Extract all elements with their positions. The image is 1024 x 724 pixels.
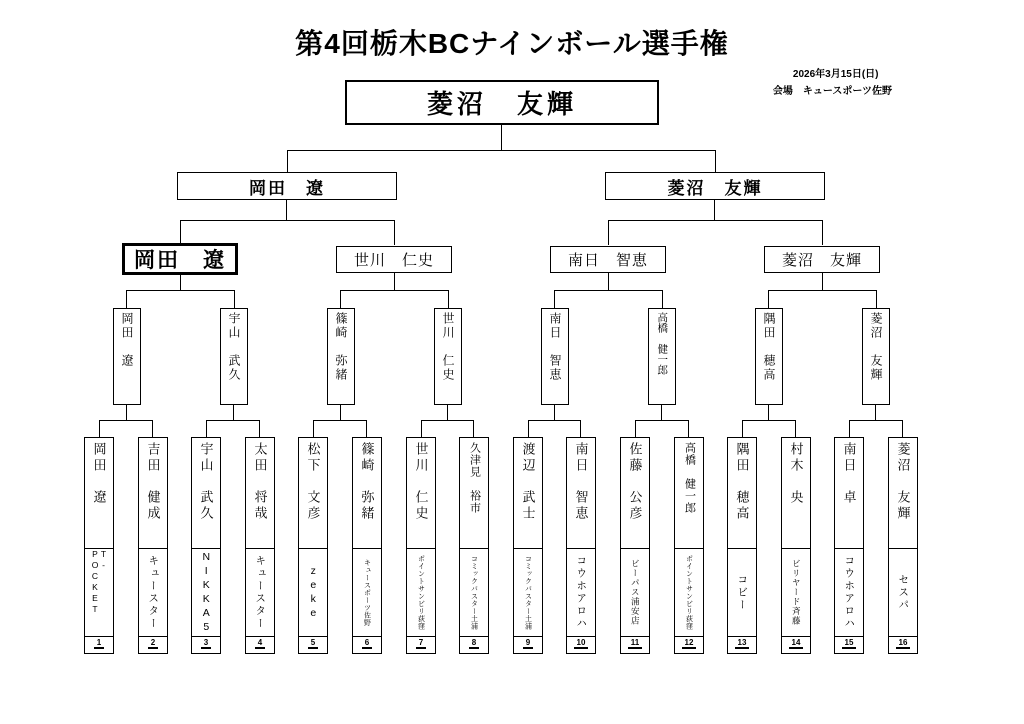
player-affiliation: ビリヤード斉藤: [791, 559, 802, 626]
player-seed-box: [353, 637, 381, 653]
player-affiliation: コウホアロハ: [843, 555, 856, 630]
player-name: 世川 仁史: [413, 442, 429, 522]
player-affiliation: セスパ: [897, 573, 910, 612]
player-seed-box: [567, 637, 595, 653]
connector-line: [608, 220, 823, 245]
player-column-1: [84, 437, 114, 654]
player-column-9: [513, 437, 543, 654]
connector-line: [635, 420, 689, 437]
player-affiliation-box: [407, 549, 435, 637]
player-affiliation-box: [514, 549, 542, 637]
player-seed-box: [889, 637, 917, 653]
player-affiliation-box: [889, 549, 917, 637]
quarterfinalist-box-6: [648, 308, 676, 405]
player-seed: 2: [148, 638, 158, 649]
player-column-12: [674, 437, 704, 654]
quarterfinalist-box-4: [434, 308, 462, 405]
player-name-box: [353, 438, 381, 549]
connector-line: [180, 274, 181, 290]
player-column-4: [245, 437, 275, 654]
player-name-box: [889, 438, 917, 549]
connector-line: [554, 290, 663, 308]
player-name: 篠崎 弥緒: [359, 442, 375, 522]
connector-line: [661, 405, 662, 420]
player-affiliation: T-POCKET: [90, 549, 109, 615]
player-name: 岡田 遼: [91, 442, 107, 506]
player-name: 渡辺 武士: [520, 442, 536, 522]
player-seed: 1: [94, 638, 104, 649]
player-name: 菱沼 友輝: [895, 442, 911, 522]
connector-line: [714, 200, 715, 220]
player-seed: 15: [842, 638, 857, 649]
player-affiliation: キュースター: [254, 555, 267, 630]
player-affiliation: コミックバスター土浦: [524, 555, 532, 630]
semifinalist-box-3: 南日 智恵: [550, 246, 666, 273]
connector-line: [126, 405, 127, 420]
player-seed-box: [728, 637, 756, 653]
player-column-2: [138, 437, 168, 654]
player-column-5: [298, 437, 328, 654]
connector-line: [608, 272, 609, 290]
player-column-11: [620, 437, 650, 654]
player-seed-box: [407, 637, 435, 653]
player-affiliation-box: [728, 549, 756, 637]
player-seed-box: [835, 637, 863, 653]
player-affiliation-box: [460, 549, 488, 637]
connector-line: [501, 125, 502, 150]
player-affiliation: zeke: [307, 564, 320, 621]
player-name-box: [675, 438, 703, 549]
player-affiliation: コビー: [736, 573, 749, 612]
player-name-box: [460, 438, 488, 549]
player-affiliation: コミックバスター土浦: [470, 555, 478, 630]
player-column-8: [459, 437, 489, 654]
player-seed: 16: [896, 638, 911, 649]
player-name-box: [728, 438, 756, 549]
player-seed-box: [299, 637, 327, 653]
player-affiliation: キュースター: [147, 555, 160, 630]
player-affiliation-box: [139, 549, 167, 637]
connector-line: [126, 290, 235, 308]
player-affiliation: ポイントサンビリ荻窪: [417, 555, 425, 630]
quarterfinalist-name: 篠崎 弥緒: [334, 312, 348, 382]
player-seed: 7: [416, 638, 426, 649]
player-seed-box: [246, 637, 274, 653]
player-name-box: [407, 438, 435, 549]
player-name: 吉田 健成: [145, 442, 161, 522]
player-seed-box: [514, 637, 542, 653]
player-seed-box: [782, 637, 810, 653]
connector-line: [768, 405, 769, 420]
quarterfinalist-name: 岡田 遼: [120, 312, 134, 368]
player-affiliation: キュースポーツ佐野: [363, 558, 371, 627]
player-seed: 11: [628, 638, 642, 649]
player-column-15: [834, 437, 864, 654]
finalist-left-box: 岡田 遼: [177, 172, 397, 200]
player-column-3: [191, 437, 221, 654]
player-seed: 14: [789, 638, 804, 649]
player-name: 松下 文彦: [305, 442, 321, 522]
player-column-10: [566, 437, 596, 654]
player-seed-box: [675, 637, 703, 653]
connector-line: [286, 200, 287, 220]
player-name: 隅田 穂高: [734, 442, 750, 522]
player-seed-box: [460, 637, 488, 653]
player-seed-box: [192, 637, 220, 653]
connector-line: [180, 220, 395, 245]
connector-line: [421, 420, 474, 437]
player-column-13: [727, 437, 757, 654]
player-affiliation: ポイントサンビリ荻窪: [685, 555, 693, 630]
player-name: 宇山 武久: [198, 442, 214, 522]
player-seed: 3: [201, 638, 211, 649]
connector-line: [99, 420, 153, 437]
quarterfinalist-box-2: [220, 308, 248, 405]
player-name-box: [567, 438, 595, 549]
player-seed: 8: [469, 638, 479, 649]
player-seed: 9: [523, 638, 533, 649]
player-affiliation: ビーパス浦安店: [630, 559, 641, 626]
quarterfinalist-box-1: [113, 308, 141, 405]
quarterfinalist-box-7: [755, 308, 783, 405]
player-name-box: [246, 438, 274, 549]
connector-line: [340, 290, 449, 308]
connector-line: [849, 420, 903, 437]
player-seed: 4: [255, 638, 265, 649]
connector-line: [447, 405, 448, 420]
player-column-16: [888, 437, 918, 654]
quarterfinalist-name: 宇山 武久: [227, 312, 241, 382]
player-name-box: [299, 438, 327, 549]
quarterfinalist-name: 世川 仁史: [441, 312, 455, 382]
player-seed: 6: [362, 638, 372, 649]
champion-box: 菱沼 友輝: [345, 80, 659, 125]
connector-line: [528, 420, 581, 437]
player-name-box: [621, 438, 649, 549]
quarterfinalist-box-8: [862, 308, 890, 405]
page-title: 第4回栃木BCナインボール選手権: [295, 28, 729, 59]
player-name: 佐藤 公彦: [627, 442, 643, 522]
quarterfinalist-box-3: [327, 308, 355, 405]
quarterfinalist-name: 菱沼 友輝: [869, 312, 883, 382]
player-affiliation-box: [782, 549, 810, 637]
quarterfinalist-box-5: [541, 308, 569, 405]
player-name: 高橋 健一郎: [683, 442, 696, 514]
quarterfinalist-name: 隅田 穂高: [762, 312, 776, 382]
connector-line: [875, 405, 876, 420]
player-affiliation-box: [567, 549, 595, 637]
connector-line: [287, 150, 716, 172]
player-seed: 12: [682, 638, 697, 649]
player-name-box: [139, 438, 167, 549]
quarterfinalist-name: 高橋 健一郎: [656, 312, 669, 375]
player-name: 久津見 裕市: [468, 442, 481, 514]
connector-line: [340, 405, 341, 420]
semifinalist-box-4: 菱沼 友輝: [764, 246, 880, 273]
player-name-box: [782, 438, 810, 549]
player-affiliation-box: [299, 549, 327, 637]
quarterfinalist-name: 南日 智恵: [548, 312, 562, 382]
player-affiliation: コウホアロハ: [575, 555, 588, 630]
event-venue: 会場 キュースポーツ佐野: [772, 86, 892, 97]
player-seed-box: [621, 637, 649, 653]
player-name-box: [192, 438, 220, 549]
semifinalist-box-2: 世川 仁史: [336, 246, 452, 273]
player-name: 南日 智恵: [573, 442, 589, 522]
player-name-box: [835, 438, 863, 549]
player-column-14: [781, 437, 811, 654]
connector-line: [822, 272, 823, 290]
connector-line: [313, 420, 367, 437]
player-seed: 10: [574, 638, 589, 649]
player-column-7: [406, 437, 436, 654]
connector-line: [394, 272, 395, 290]
player-affiliation-box: [621, 549, 649, 637]
player-name: 村木 央: [788, 442, 804, 506]
event-info: [773, 66, 892, 100]
player-seed-box: [85, 637, 113, 653]
connector-line: [768, 290, 877, 308]
player-name: 太田 将哉: [252, 442, 268, 522]
connector-line: [233, 405, 234, 420]
player-affiliation-box: [85, 549, 113, 637]
connector-line: [206, 420, 260, 437]
player-affiliation-box: [353, 549, 381, 637]
event-date: 2026年3月15日(日): [792, 69, 879, 80]
connector-line: [554, 405, 555, 420]
player-seed: 13: [735, 638, 750, 649]
player-affiliation-box: [835, 549, 863, 637]
player-name: 南日 卓: [841, 442, 857, 506]
semifinalist-box-1: 岡田 遼: [122, 243, 238, 275]
player-name-box: [514, 438, 542, 549]
player-name-box: [85, 438, 113, 549]
player-affiliation-box: [192, 549, 220, 637]
connector-line: [742, 420, 796, 437]
player-affiliation-box: [675, 549, 703, 637]
player-affiliation-box: [246, 549, 274, 637]
player-affiliation: NIKKA5: [200, 550, 213, 635]
player-seed-box: [139, 637, 167, 653]
finalist-right-box: 菱沼 友輝: [605, 172, 825, 200]
player-column-6: [352, 437, 382, 654]
player-seed: 5: [308, 638, 318, 649]
